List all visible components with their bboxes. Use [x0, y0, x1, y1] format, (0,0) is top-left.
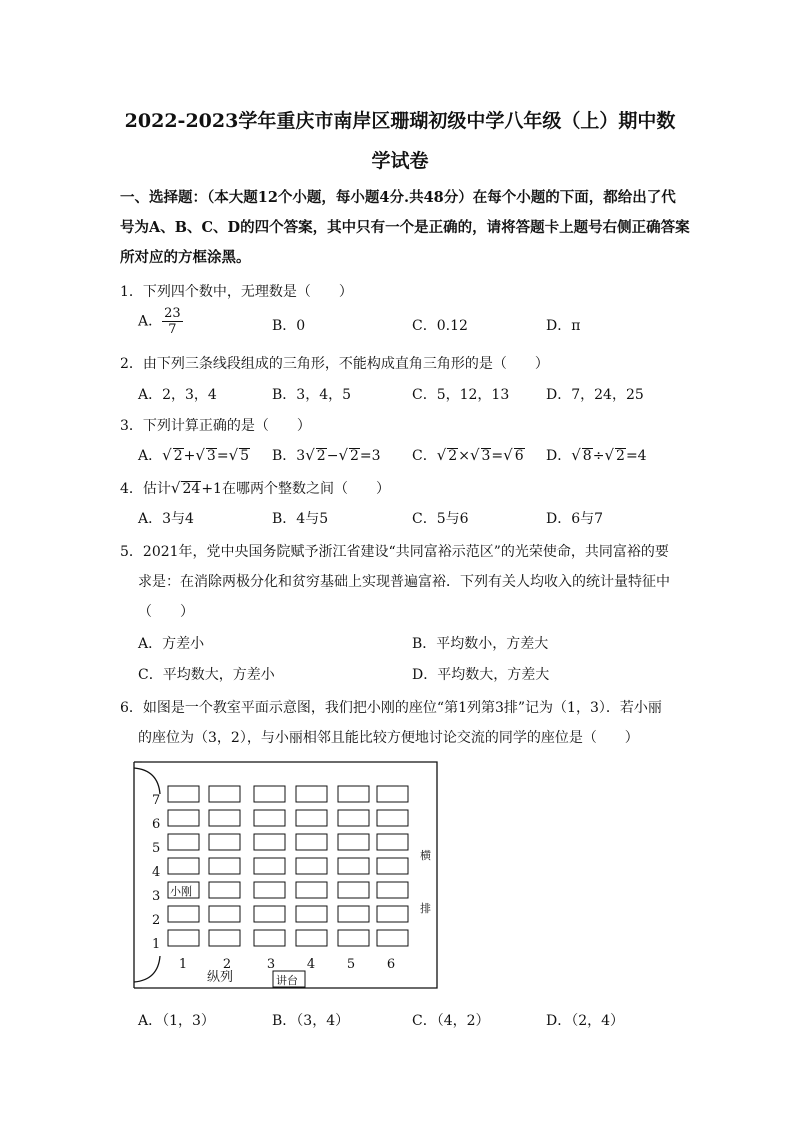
row-number: 4	[152, 865, 161, 880]
q6-option-c: C．（4，2）	[412, 1013, 490, 1029]
q3-option-b	[272, 445, 381, 465]
desk	[254, 906, 285, 922]
desk	[296, 786, 327, 802]
coefficient: 3	[296, 448, 306, 464]
desk	[254, 834, 285, 850]
q1-option-a	[138, 307, 183, 336]
q1-option-c: C．0.12	[412, 318, 468, 334]
operator: +	[183, 448, 196, 464]
q3-d-label: D．	[546, 448, 572, 464]
desk	[254, 810, 285, 826]
desk	[168, 786, 199, 802]
desk	[377, 834, 408, 850]
q6-option-b: B．（3，4）	[272, 1013, 350, 1029]
q6-stem-line2: 的座位为（3，2），与小丽相邻且能比较方便地讨论交流的同学的座位是（ ）	[138, 730, 639, 746]
exam-title-line2: 学试卷	[371, 150, 429, 172]
operator: −	[326, 448, 339, 464]
desk	[377, 930, 408, 946]
column-number: 4	[306, 957, 316, 972]
q2-stem: 2．由下列三条线段组成的三角形，不能构成直角三角形的是（ ）	[120, 356, 549, 372]
desk	[209, 930, 240, 946]
row-number: 2	[152, 913, 161, 928]
q4-option-a: A．3与4	[138, 511, 194, 527]
q3-b-label: B．	[272, 448, 297, 464]
radicand: 2	[173, 448, 183, 464]
q4-option-c: C．5与6	[412, 511, 469, 527]
desk	[338, 834, 369, 850]
q1-a-label: A．	[138, 313, 163, 330]
door-arc-bottom-icon	[134, 956, 160, 982]
q5-option-b: B．平均数小，方差大	[412, 636, 549, 652]
door-arc-top-icon	[134, 768, 160, 794]
row-axis-label-top: 横	[420, 849, 431, 862]
operator: ×	[458, 448, 470, 464]
radical-sign: √	[195, 446, 205, 464]
q3-c-label: C．	[412, 448, 437, 464]
desk	[209, 906, 240, 922]
classroom-seating-diagram	[132, 760, 442, 990]
desk	[338, 786, 369, 802]
q5-stem-line2: 求是：在消除两极分化和贫穷基础上实现普遍富裕．下列有关人均收入的统计量特征中	[138, 574, 670, 590]
q1-option-d: D．π	[546, 318, 581, 334]
desk	[168, 930, 199, 946]
radical-sign: √	[436, 446, 447, 464]
column-number: 1	[178, 957, 188, 972]
radical-sign: √	[503, 446, 513, 464]
section1-intro-line1: 一、选择题：（本大题12个小题，每小题4分.共48分）在每个小题的下面，都给出了代	[120, 189, 676, 206]
desk	[296, 930, 327, 946]
q3-option-c	[412, 445, 525, 465]
desk	[254, 930, 285, 946]
podium-label: 讲台	[276, 974, 298, 987]
radical-sign: √	[469, 446, 480, 464]
desk	[338, 906, 369, 922]
q1-stem: 1．下列四个数中，无理数是（ ）	[120, 284, 353, 300]
q5-option-c: C．平均数大，方差小	[138, 667, 275, 683]
desk	[168, 834, 199, 850]
operator: ÷	[592, 448, 605, 464]
row-number: 1	[152, 937, 161, 952]
q2-option-c: C．5，12，13	[412, 387, 510, 403]
desk	[209, 858, 240, 874]
desk	[338, 930, 369, 946]
desk	[296, 810, 327, 826]
q5-stem-line1: 5．2021年，党中央国务院赋予浙江省建设“共同富裕示范区”的光荣使命，共同富裕的要	[120, 544, 669, 560]
q6-option-a: A．（1，3）	[138, 1013, 215, 1029]
radicand: 6	[514, 448, 524, 464]
desk	[254, 858, 285, 874]
section1-intro-line2: 号为A、B、C、D的四个答案，其中只有一个是正确的，请将答题卡上题号右侧正确答案	[120, 219, 690, 236]
desk	[168, 906, 199, 922]
desk	[377, 786, 408, 802]
fraction-denominator: 7	[168, 322, 177, 337]
radical-sign: √	[162, 446, 172, 464]
desk	[209, 786, 240, 802]
desk	[209, 834, 240, 850]
desk	[377, 858, 408, 874]
q5-option-a: A．方差小	[138, 636, 205, 652]
column-number: 3	[266, 957, 276, 972]
section1-intro-line3: 所对应的方框涂黑。	[120, 249, 251, 266]
q1-option-b: B．0	[272, 318, 306, 334]
row-number: 5	[152, 841, 161, 856]
desk	[296, 906, 327, 922]
q2-option-b: B．3，4，5	[272, 387, 352, 403]
q2-option-a: A．2，3，4	[138, 387, 217, 403]
desk	[254, 882, 285, 898]
q4-stem-prefix: 4．估计	[120, 481, 171, 497]
q6-stem-line1: 6．如图是一个教室平面示意图，我们把小刚的座位“第1列第3排”记为（1，3）．若小丽	[120, 700, 662, 716]
q6-option-d: D．（2，4）	[546, 1013, 625, 1029]
operator: =	[491, 448, 504, 464]
q4-option-b: B．4与5	[272, 511, 329, 527]
row-number: 6	[152, 817, 161, 832]
desk	[377, 906, 408, 922]
radicand: 2	[448, 448, 458, 464]
desk	[377, 882, 408, 898]
radicand: 2	[316, 448, 326, 464]
desk	[209, 810, 240, 826]
desk	[209, 882, 240, 898]
q3-option-a	[138, 445, 250, 465]
desk	[296, 834, 327, 850]
radicand: 3	[481, 448, 491, 464]
radicand: 2	[616, 448, 625, 464]
desk	[296, 882, 327, 898]
desk	[254, 786, 285, 802]
column-axis-label: 纵列	[207, 970, 234, 985]
fraction-numerator: 23	[164, 306, 181, 321]
desk	[338, 810, 369, 826]
seat-label-xiaogang: 小刚	[170, 885, 192, 898]
q3-option-d	[546, 445, 647, 465]
radicand: 3	[206, 448, 216, 464]
desk	[377, 810, 408, 826]
radical-sign: √	[571, 446, 581, 464]
result: =3	[359, 448, 381, 464]
radical-sign: √	[170, 479, 181, 497]
row-axis-label-bottom: 排	[420, 902, 431, 915]
q2-option-d: D．7，24，25	[546, 387, 644, 403]
radical-sign: √	[305, 446, 315, 464]
desk	[338, 882, 369, 898]
radical-sign: √	[604, 446, 615, 464]
radicand: 2	[350, 448, 359, 464]
row-number: 7	[152, 793, 161, 808]
desk	[296, 858, 327, 874]
q4-stem-suffix: +1在哪两个整数之间（ ）	[201, 481, 390, 497]
q3-a-label: A．	[138, 448, 163, 464]
q3-stem: 3．下列计算正确的是（ ）	[120, 418, 311, 434]
radical-sign: √	[338, 446, 348, 464]
radical-sign: √	[228, 446, 239, 464]
desk	[338, 858, 369, 874]
q4-stem	[120, 478, 390, 498]
q5-stem-line3: （ ）	[138, 604, 194, 620]
result: =4	[625, 448, 647, 464]
q5-option-d: D．平均数大，方差大	[412, 667, 550, 683]
desk	[168, 858, 199, 874]
desk	[168, 810, 199, 826]
operator: =	[216, 448, 229, 464]
fraction	[162, 307, 183, 336]
q4-option-d: D．6与7	[546, 511, 604, 527]
exam-title-line1: 2022-2023学年重庆市南岸区珊瑚初级中学八年级（上）期中数	[124, 110, 676, 132]
radicand: 8	[582, 448, 592, 464]
radicand: 24	[182, 481, 201, 497]
column-number: 2	[222, 957, 232, 972]
column-number: 6	[386, 957, 396, 972]
column-number: 5	[346, 957, 356, 972]
room-wall	[142, 762, 437, 988]
radicand: 5	[240, 448, 250, 464]
desk-grid	[168, 786, 408, 946]
row-number: 3	[152, 889, 161, 904]
